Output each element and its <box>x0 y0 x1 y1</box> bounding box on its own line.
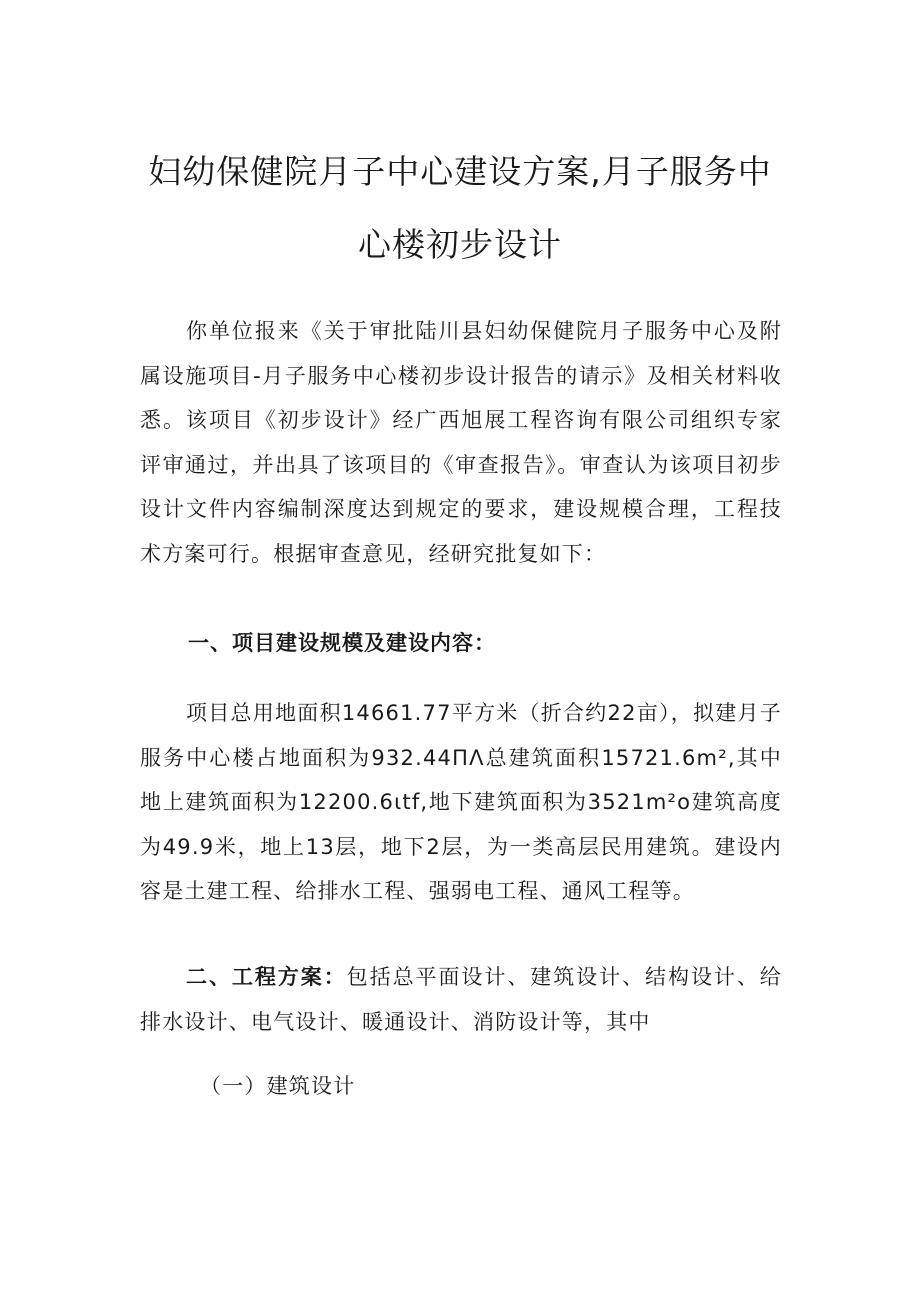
engineering-plan-text: 包括总平面设计、建筑设计、结构设计、给排水设计、电气设计、暖通设计、消防设计等，其中 <box>140 965 782 1034</box>
engineering-plan-paragraph <box>140 955 782 1044</box>
section-heading-scale: 一、项目建设规模及建设内容： <box>188 631 496 655</box>
subsection-heading-architecture: （一）建筑设计 <box>200 1074 356 1098</box>
document-title-line-2: 心楼初步设计 <box>358 225 562 264</box>
document-title-line-1: 妇幼保健院月子中心建设方案,月子服务中 <box>148 152 772 191</box>
scale-paragraph: 项目总用地面积14661.77平方米（折合约22亩），拟建月子服务中心楼占地面积为932.44ΠΛ总建筑面积15721.6m²,其中地上建筑面积为12200.6ιtf,地下建筑面积为3521m²o建筑高度为49.9米，地上13层，地下2层，为一类高层民用建筑。建设内容是土建工程、给排水工程、强弱电工程、通风工程等。 <box>140 701 782 904</box>
section-heading-engineering: 二、工程方案： <box>186 965 347 989</box>
intro-paragraph: 你单位报来《关于审批陆川县妇幼保健院月子服务中心及附属设施项目-月子服务中心楼初步设计报告的请示》及相关材料收悉。该项目《初步设计》经广西旭展工程咨询有限公司组织专家评审通过，并出具了该项目的《审查报告》。审查认为该项目初步设计文件内容编制深度达到规定的要求，建设规模合理，工程技术方案可行。根据审查意见，经研究批复如下： <box>140 319 782 566</box>
